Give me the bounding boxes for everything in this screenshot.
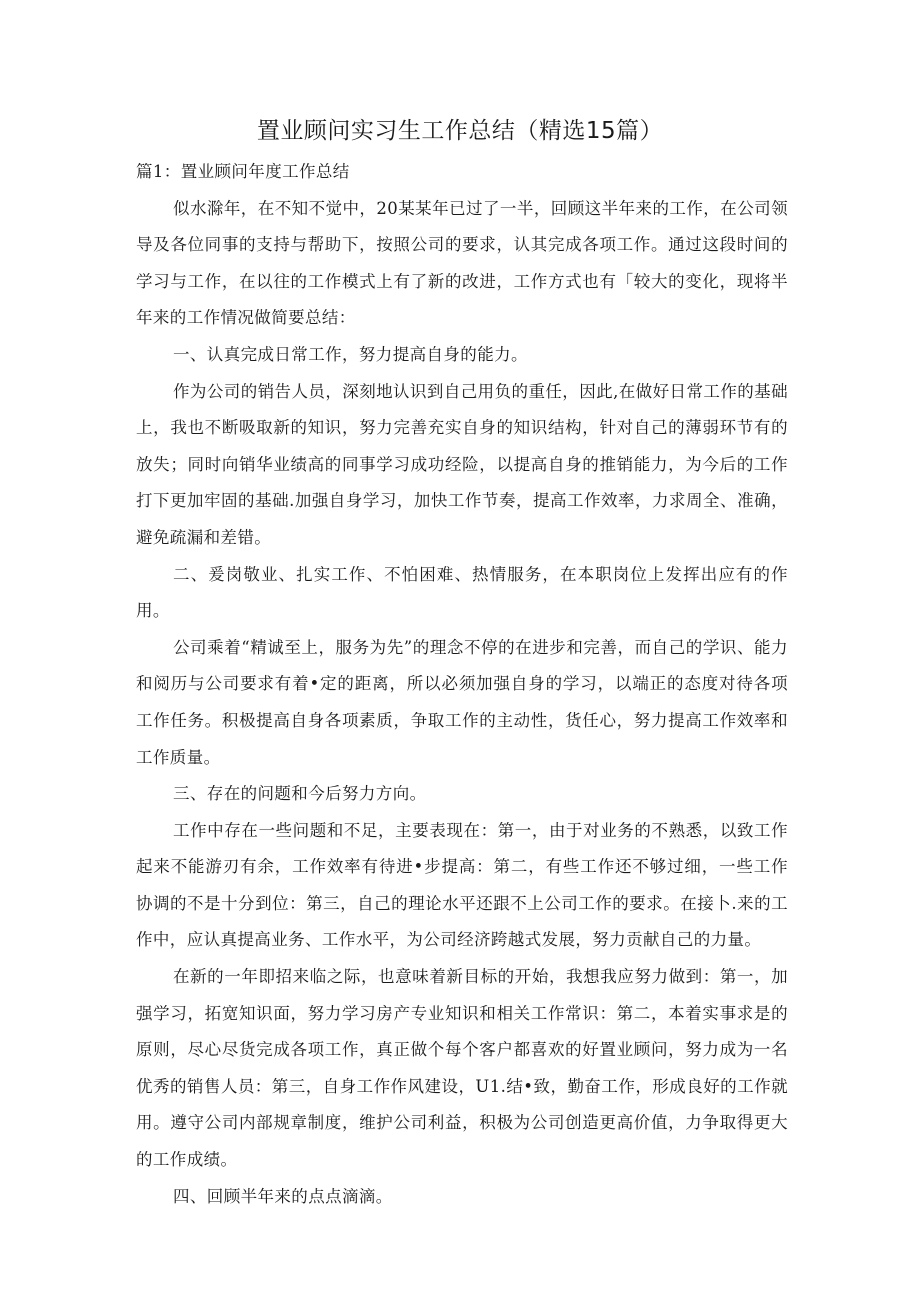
section-heading-1: 一、认真完成日常工作，努力提高自身的能力。 <box>173 344 528 364</box>
paragraph-3a: 工作中存在一些问题和不足，主要表现在：第一，由于对业务的不熟悉，以致工作起来不能游刃有余，工作效率有待进•步提高：第二，有些工作还不够过细，一些工作协调的不是十分到位：第三，自己的理论水平还跟不上公司工作的要求。在接卜.来的工作中，应认真提高业务、工作水平，为公司经济跨越式发展，努力贡献自己的力量。 <box>136 820 788 950</box>
document-body <box>136 154 788 1215</box>
paragraph-3b: 在新的一年即招来临之际，也意味着新目标的开始，我想我应努力做到：第一，加强学习，拓宽知识面，努力学习房产专业知识和相关工作常识：第二，本着实事求是的原则，尽心尽货完成各项工作，真正做个每个客户都喜欢的好置业顾问，努力成为一名优秀的销售人员：第三，自身工作作风建设，U1.结•致，勤奋工作，形成良好的工作就用。遵守公司内部规章制度，维护公司利益，积极为公司创造更高价值，力争取得更大的工作成绩。 <box>136 967 788 1170</box>
section-heading-3: 三、存在的问题和今后努力方向。 <box>173 784 427 804</box>
paragraph-2: 公司乘着“精诚至上，服务为先”的理念不停的在进步和完善，而自己的学识、能力和阅历与公司要求有着•定的距离，所以必须加强自身的学习，以端正的态度对待各项工作任务。积极提高自身各项素质，争取工作的主动性，货任心，努力提高工作效率和工作质量。 <box>136 637 788 767</box>
section-heading-4: 四、回顾半年来的点点滴滴。 <box>173 1186 393 1206</box>
section-subtitle: 篇1：置业顾问年度工作总结 <box>136 162 350 181</box>
document-title: 置业顾问实习生工作总结（精选15篇） <box>256 118 664 144</box>
paragraph-1: 作为公司的销告人员，深刻地认识到自己用负的重任，因此,在做好日常工作的基础上，我也不断吸取新的知识，努力完善充实自身的知识结构，针对自己的薄弱环节有的放失；同时向销华业绩高的同事学习成功经险，以提高自身的推销能力，为今后的工作打下更加牢固的基础.加强自身学习，加快工作节奏，提高工作效率，力求周全、准确，避免疏漏和差错。 <box>136 381 788 547</box>
paragraph-intro: 似水滁年，在不知不觉中，20某某年已过了一半，回顾这半年来的工作，在公司领导及各位同事的支持与帮助下，按照公司的要求，认其完成各项工作。通过这段时间的学习与工作，在以往的工作模式上有了新的改进，工作方式也有「较大的变化，现将半年来的工作情况做简要总结： <box>136 198 788 328</box>
section-heading-2: 二、爰岗敬业、扎实工作、不怕困难、热情服务，在本职岗位上发挥出应有的作用。 <box>136 564 788 621</box>
